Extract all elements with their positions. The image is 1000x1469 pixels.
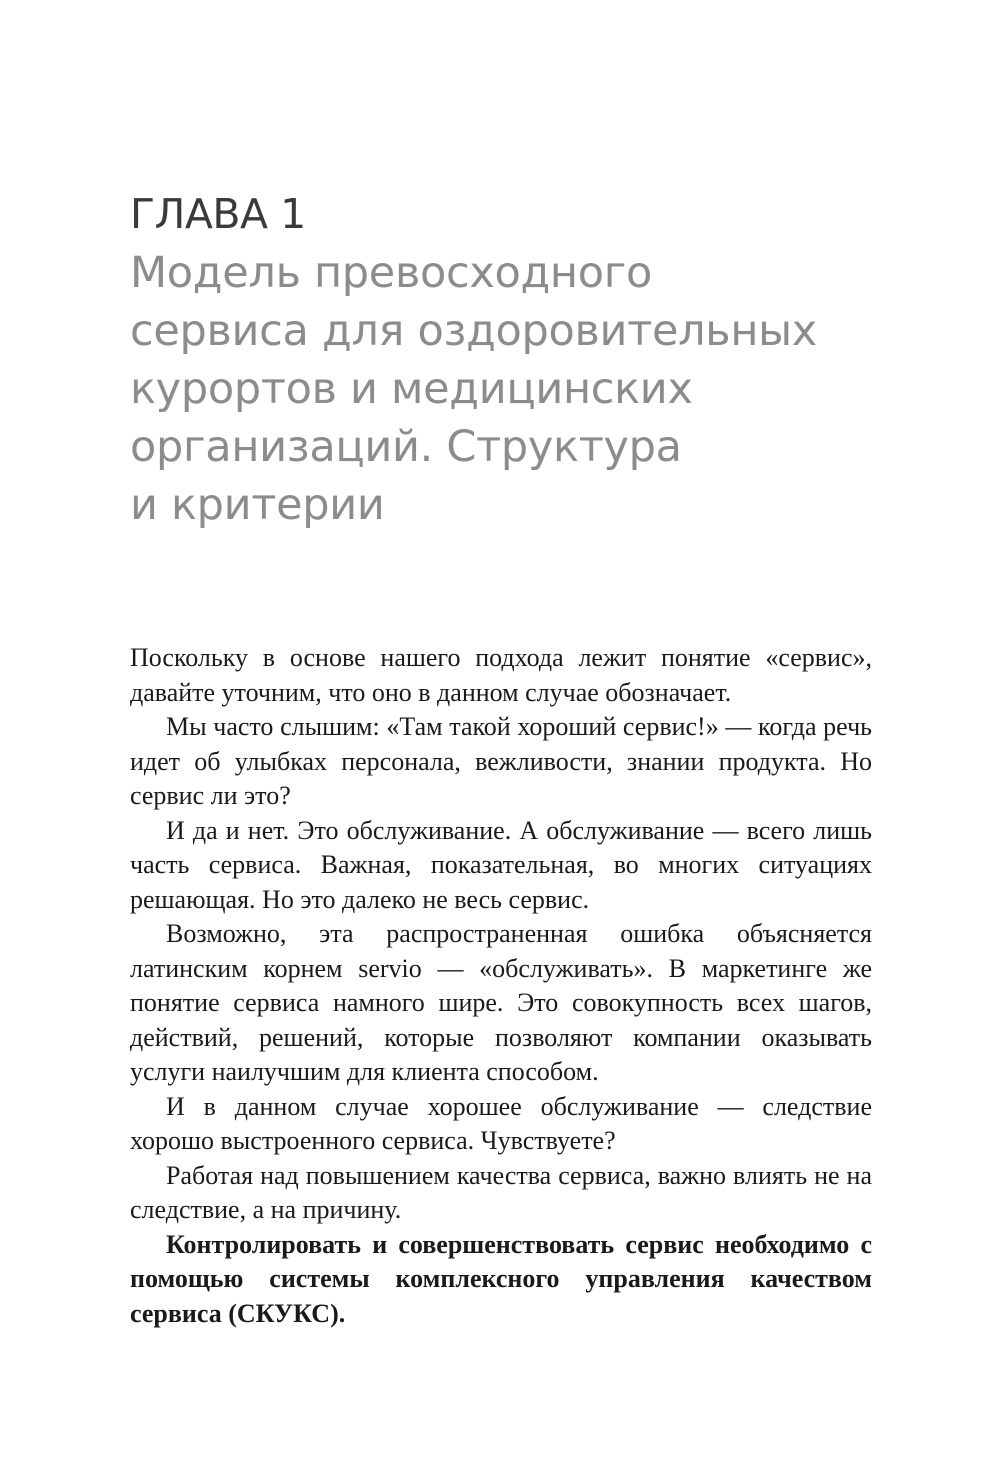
chapter-title-line: организаций. Структура bbox=[130, 422, 682, 472]
paragraph: И да и нет. Это обслуживание. А обслуживание — всего лишь часть сервиса. Важная, показательная, во многих ситуациях решающая. Но это далеко не весь сервис. bbox=[130, 815, 872, 914]
chapter-title-line: курортов и медицинских bbox=[130, 364, 693, 414]
paragraph: И в данном случае хорошее обслуживание — следствие хорошо выстроенного сервиса. Чувствуете? bbox=[130, 1091, 872, 1155]
paragraph: Работая над повышением качества сервиса, важно влиять не на следствие, а на причину. bbox=[130, 1160, 872, 1224]
paragraph: Мы часто слышим: «Там такой хороший сервис!» — когда речь идет об улыбках персонала, вежливости, знании продукта. Но сервис ли это? bbox=[130, 712, 872, 810]
chapter-title-line: сервиса для оздоровительных bbox=[130, 306, 817, 356]
body-text bbox=[130, 641, 872, 1331]
bold-paragraph: Контролировать и совершенствовать сервис необходимо с помощью системы комплексного управления качеством сервиса (СКУКС). bbox=[130, 1229, 872, 1328]
chapter-title-line: Модель превосходного bbox=[130, 248, 653, 298]
paragraph: Возможно, эта распространенная ошибка объясняется латинским корнем servio — «обслуживать». В маркетинге же понятие сервиса намного шире. Это совокупность всех шагов, действий, решений, которые позволяют компании оказывать услуги наилучшим для клиента способом. bbox=[130, 919, 872, 1086]
chapter-label: ГЛАВА 1 bbox=[130, 190, 306, 238]
paragraph: Поскольку в основе нашего подхода лежит понятие «сервис», давайте уточним, что оно в данном случае обозначает. bbox=[130, 643, 872, 707]
chapter-heading bbox=[130, 188, 950, 534]
chapter-title-line: и критерии bbox=[130, 480, 385, 530]
chapter-title bbox=[130, 244, 950, 534]
